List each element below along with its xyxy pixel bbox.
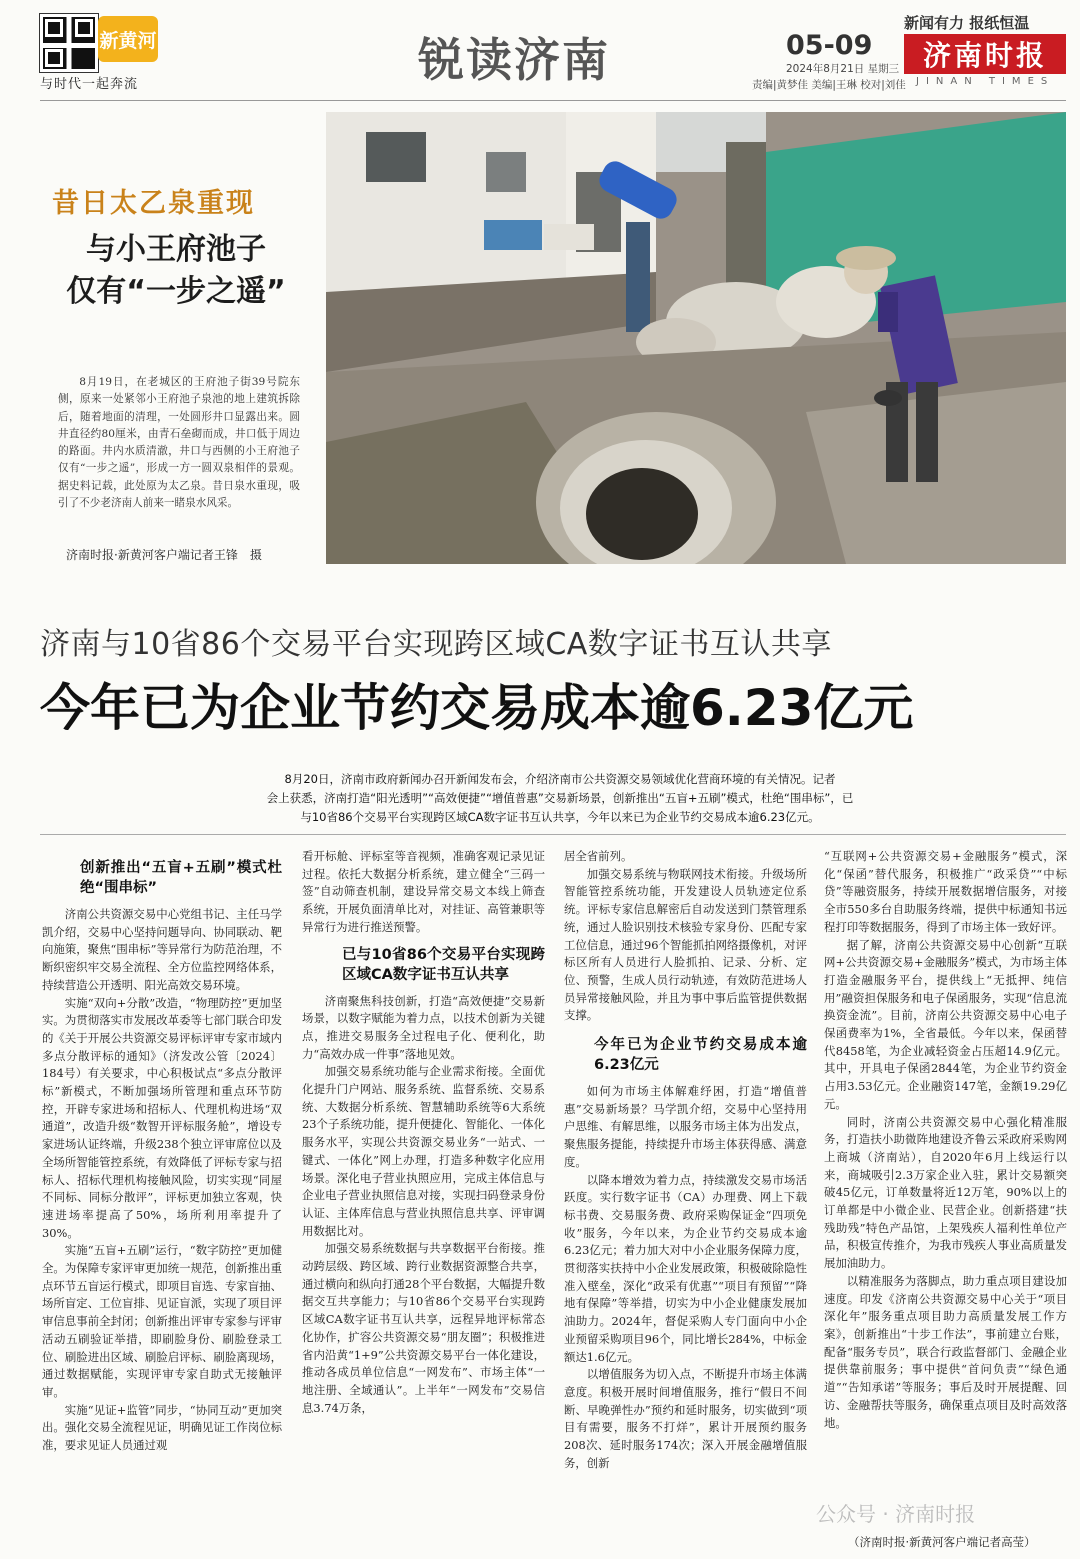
paragraph: 实施“双向+分散”改造，“物理防控”更加坚实。为贯彻落实市发展改革委等七部门联合印发的《关于开展公共资源交易评标评审专家市域内多点分散评标的通知》（济发改公管〔2024〕184号）有关要求，中心积极试点“多点分散评标”新模式，不断加强场所管理和重点环节防控，开辟专家进场和招标人、代理机构进场“双通道”，改造升级“数智开评标服务舱”，增设专家进场认证终端，升级238个独立评审席位以及全场所智能管控系统，有效降低了评标专家与招标人、招标代理机构接触风险，切实实现“同屋不同标、同标分散评”，评标更加独立客观，快速进场率提高了50%，场所利用率提升了30%。 — [42, 995, 282, 1240]
paragraph: “互联网+公共资源交易+金融服务”模式，深化“保函”替代服务，积极推广“政采贷”“中标贷”等融资服务，持续开展数据增信服务，对接全市550多台自助服务终端，提供中标通知书远程打印等数据服务，得到了市场主体一致好评。 — [824, 849, 1067, 934]
section-heading: 今年已为企业节约交易成本逾6.23亿元 — [594, 1037, 807, 1074]
well-scene-illustration — [326, 112, 1066, 564]
section-heading: 创新推出“五盲+五刷”模式杜绝“围串标” — [80, 860, 282, 896]
photo-title-line1: 与小王府池子 — [86, 232, 266, 267]
paragraph: 实施“五盲+五刷”运行，“数字防控”更加健全。为保障专家评审更加统一规范，创新推出重点环节五盲运行模式，即项目盲选、专家盲抽、场所盲定、工位盲排、见证盲派，实现了项目评审信息事前全封闭；创新推出评审专家参与评审活动五刷验证举措，即刷脸身份、刷脸登录工位、刷脸进出区域、刷脸启评标、刷脸离现场，通过数据赋能，实现评审专家自助式无接触评审。 — [42, 1243, 282, 1399]
paragraph: 居全省前列。 — [564, 849, 633, 863]
paragraph: 加强交易系统与物联网技术衔接。升级场所智能管控系统功能，开发建设人员轨迹定位系统。评标专家信息解密后自动发送到门禁管理系统，通过人脸识别技术核验专家身份、匹配专家工位信息，通过96个智能抓拍网络摄像机，对评标区所有人员进行人脸抓拍、记录、分析、定位、预警，生成人员行动轨迹，有效防范进场人员异常接触风险，并且为事中事后监管提供数据支撑。 — [564, 866, 807, 1023]
issue-date: 2024年8月21日 星期三 — [786, 63, 900, 75]
paragraph: 如何为市场主体解难纾困，打造“增值普惠”交易新场景？马学凯介绍，交易中心坚持用户思维、有解思维，以服务市场主体为出发点，聚焦服务提能，持续提升市场主体获得感、满意度。 — [564, 1084, 807, 1169]
article-headline: 今年已为企业节约交易成本逾6.23亿元 — [40, 679, 914, 737]
photo-credit: 济南时报·新黄河客户端记者王锋 摄 — [66, 548, 262, 562]
tagline: 新闻有力 报纸恒温 — [904, 14, 1030, 32]
paragraph: 加强交易系统数据与共享数据平台衔接。推动跨层级、跨区域、跨行业数据资源整合共享，通过横向和纵向打通28个平台数据，大幅提升数据交互共享能力；与10省86个交易平台实现跨区域CA数字证书互认共享，远程异地评标常态化协作，扩容公共资源交易“朋友圈”；积极推进省内沿黄“1+9”公共资源交易平台一体化建设，推动各成员单位信息“一网发布”、市场主体“一地注册、全域通认”。上半年“一网发布”交易信息3.74万条， — [302, 1241, 545, 1415]
paragraph: 实施“见证+监管”同步，“协同互动”更加突出。强化交易全流程见证，明确见证工作岗位标准，要求见证人员通过观 — [42, 1402, 282, 1453]
lede-line: 与10省86个交易平台实现跨区域CA数字证书互认共享，今年以来已为企业节约交易成本逾6.23亿元。 — [300, 810, 820, 824]
newspaper-logo: 济南时报 — [904, 34, 1066, 74]
article-subheadline: 济南与10省86个交易平台实现跨区域CA数字证书互认共享 — [40, 627, 832, 662]
article-lede — [200, 770, 920, 827]
photo-caption: 8月19日，在老城区的王府池子街39号院东侧，原来一处紧邻小王府池子泉池的地上建筑拆除后，随着地面的清理，一处圆形井口显露出来。圆井直径约80厘米，由青石垒砌而成，井口低于周边的路面。井内水质清澈，井口与西侧的小王府池子仅有“一步之遥”，形成一方一圆双泉相伴的景观。据史料记载，此处原为太乙泉。昔日泉水重现，吸引了不少老济南人前来一睹泉水风采。 — [58, 376, 300, 510]
newspaper-logo-en: JINAN TIMES — [916, 76, 1055, 87]
photo-title-line2: 仅有“一步之遥” — [66, 274, 286, 309]
section-title: 锐读济南 — [418, 33, 610, 87]
watermark: 公众号 · 济南时报 — [816, 1502, 976, 1526]
masthead-divider — [40, 100, 1066, 101]
photo-kicker: 昔日太乙泉重现 — [52, 188, 255, 219]
body-column-3 — [564, 848, 807, 1473]
paragraph: 济南公共资源交易中心党组书记、主任马学凯介绍，交易中心坚持问题导向、协同联动、靶向施策，聚焦“围串标”等异常行为防范治理，不断织密织牢交易全流程、全方位监控网络体系，持续营造公开透明、阳光高效交易环境。 — [42, 907, 282, 992]
page-number: 05-09 — [786, 30, 873, 61]
body-column-1 — [42, 856, 282, 1455]
paragraph: 加强交易系统功能与企业需求衔接。全面优化提升门户网站、服务系统、监督系统、交易系统、大数据分析系统、智慧辅助系统等6大系统23个子系统功能，提升便捷化、智能化、一体化服务水平，实现公共资源交易业务“一站式、一键式、一体化”网上办理，打造多种数字化应用场景。深化电子营业执照应用，完成主体信息与企业电子营业执照信息对接，实现扫码登录身份认证、主体库信息与营业执照信息共享、评审调用数据比对。 — [302, 1064, 545, 1238]
paragraph: 以增值服务为切入点，不断提升市场主体满意度。积极开展时间增值服务，推行“假日不间断、早晚弹性办”预约和延时服务，切实做到“项目有需要，服务不打烊”，累计开展预约服务208次、延时服务174次；深入开展金融增值服务，创新 — [564, 1367, 807, 1470]
slogan: 与时代一起奔流 — [40, 77, 139, 92]
paragraph: 以精准服务为落脚点，助力重点项目建设加速度。印发《济南公共资源交易中心关于“项目深化年”服务重点项目助力高质量发展工作方案》，创新推出“十步工作法”，事前建立台账，配备“服务专员”，联合行政监督部门、金融企业提供靠前服务；事中提供“首问负责”“绿色通道”“告知承诺”等服务；事后及时开展提醒、回访、金融帮扶等服务，确保重点项目及时高效落地。 — [824, 1273, 1067, 1430]
lede-line: 8月20日，济南市政府新闻办召开新闻发布会，介绍济南市公共资源交易领域优化营商环境的有关情况。记者 — [284, 772, 836, 786]
paragraph: 看开标舱、评标室等音视频，准确客观记录见证过程。依托大数据分析系统，建立健全“三码一签”自动筛查机制，建设异常交易文本线上筛查系统，开展负面清单比对，对挂证、高管兼职等异常行为进行推送预警。 — [302, 849, 545, 934]
lede-line: 会上获悉，济南打造“阳光透明”“高效便捷”“增值普惠”交易新场景，创新推出“五盲+五刷”模式，杜绝“围串标”，已 — [266, 791, 854, 805]
qr-code — [40, 14, 98, 72]
xinhuanghe-logo: 新黄河 — [98, 16, 158, 62]
editor-credits: 责编|黄梦佳 美编|王琳 校对|刘佳 — [752, 79, 906, 91]
paragraph: 同时，济南公共资源交易中心强化精准服务，打造扶小助微阵地建设齐鲁云采政府采购网上商城（济南站），自2020年6月上线运行以来，商城吸引2.3万家企业入驻，累计交易额突破45亿元，订单数量将近12万笔，90%以上的订单都是中小微企业、民营企业。创新搭建“扶残助残”特色产品馆，上架残疾人福利性单位产品，积极宣传推介，为我市残疾人事业高质量发展加油助力。 — [824, 1114, 1067, 1271]
paragraph: 济南聚焦科技创新，打造“高效便捷”交易新场景，以数字赋能为着力点，以技术创新为关键点，推进交易服务全过程电子化、便利化，助力“高效办成一件事”落地见效。 — [302, 993, 545, 1061]
paragraph: 以降本增效为着力点，持续激发交易市场活跃度。实行数字证书（CA）办理费、网上下载标书费、交易服务费、政府采购保证金“四项免收”服务，今年以来，为企业节约交易成本逾6.23亿元；着力加大对中小企业服务保障力度，贯彻落实扶持中小企业发展政策，积极破除隐性准入壁垒，深化“政采有优惠”“项目有预留”“降地有保障”等举措，切实为中小企业健康发展加油助力。2024年，督促采购人专门面向中小企业预留采购项目96个，同比增长284%，中标金额达1.6亿元。 — [564, 1172, 807, 1364]
news-photo — [326, 112, 1066, 564]
article-credit: （济南时报·新黄河客户端记者高莹） — [848, 1535, 1036, 1549]
paragraph: 据了解，济南公共资源交易中心创新“互联网+公共资源交易+金融服务”模式，为市场主体打造金融服务平台，提供线上“无抵押、纯信用”融资担保服务和电子保函服务，实现“信息流换资金流”。目前，济南公共资源交易中心电子保函费率为1%，全省最低。今年以来，保函替代8458笔，为企业减轻资金占压超14.9亿元。其中，开具电子保函2844笔，为企业节约资金占用3.53亿元。企业融资147笔，金额19.29亿元。 — [824, 937, 1067, 1111]
lede-divider — [40, 834, 1066, 835]
body-column-4 — [824, 848, 1067, 1432]
section-heading: 已与10省86个交易平台实现跨区域CA数字证书互认共享 — [342, 946, 545, 983]
body-column-2 — [302, 848, 545, 1417]
